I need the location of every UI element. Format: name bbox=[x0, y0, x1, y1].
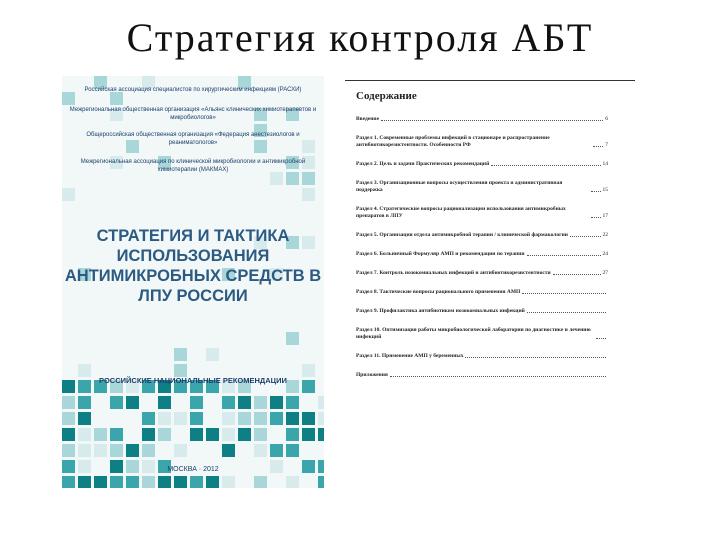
cover-organization-2: Межрегиональная общественная организация «Альянс клинических химиотерапевтов и микробиологов» bbox=[69, 107, 317, 121]
toc-entry bbox=[356, 116, 608, 123]
toc-entry bbox=[356, 270, 608, 277]
toc-leader-dots bbox=[591, 217, 601, 218]
toc-entry bbox=[356, 251, 608, 258]
toc-entry-page: 27 bbox=[602, 270, 608, 276]
toc-entry-text: Раздел 4. Стратегические вопросы рационализации использования антимикробных препаратов в ЛПУ bbox=[356, 206, 566, 219]
toc-entry-text: Раздел 6. Больничный Формуляр АМП и рекомендации по терапии bbox=[356, 251, 525, 257]
toc-entry-page: 22 bbox=[602, 232, 608, 238]
toc-entry-text: Раздел 2. Цель и задачи Практических рекомендаций bbox=[356, 161, 490, 167]
cover-organization-1: Российская ассоциация специалистов по хирургическим инфекциям (РАСХИ) bbox=[84, 87, 302, 93]
toc-leader-dots bbox=[390, 376, 606, 377]
toc-entry bbox=[356, 135, 608, 149]
toc-leader-dots bbox=[527, 312, 606, 313]
toc-entry bbox=[356, 289, 608, 296]
toc-entry-page: 7 bbox=[605, 142, 608, 148]
cover-subtitle: РОССИЙСКИЕ НАЦИОНАЛЬНЫЕ РЕКОМЕНДАЦИИ bbox=[99, 376, 287, 385]
toc-entry-page: 15 bbox=[602, 187, 608, 193]
toc-entry bbox=[356, 161, 608, 168]
toc-heading: Содержание bbox=[356, 90, 417, 102]
slide-title: Стратегия контроля АБТ bbox=[126, 15, 594, 60]
toc-entry bbox=[356, 232, 608, 239]
toc-entry-page: 17 bbox=[602, 213, 608, 219]
toc-entry-text: Раздел 9. Профилактика антибиотиком нозокомиальных инфекций bbox=[356, 308, 525, 314]
toc-entry-text: Раздел 8. Тактические вопросы рационального применения АМП bbox=[356, 289, 521, 295]
toc-leader-dots bbox=[522, 293, 606, 294]
toc-entry-text: Раздел 7. Контроль нозокомиальных инфекций и антибиотикорезистентности bbox=[356, 270, 551, 276]
toc-entry bbox=[356, 308, 608, 315]
toc-top-rule bbox=[345, 80, 635, 81]
toc-list bbox=[356, 116, 608, 379]
toc-entry-text: Введение bbox=[356, 116, 380, 122]
toc-leader-dots bbox=[596, 338, 606, 339]
toc-leader-dots bbox=[491, 165, 600, 166]
toc-entry-text: Приложения bbox=[356, 372, 388, 378]
toc-leader-dots bbox=[553, 274, 601, 275]
toc-entry-page: 14 bbox=[602, 161, 608, 167]
toc-entry-text: Раздел 10. Оптимизация работы микробиологической лаборатории по диагностике и лечению инфекций bbox=[356, 327, 591, 340]
toc-entry-page: 6 bbox=[605, 116, 608, 122]
toc-leader-dots bbox=[381, 120, 603, 121]
toc-entry bbox=[356, 180, 608, 194]
cover-title: СТРАТЕГИЯ И ТАКТИКА ИСПОЛЬЗОВАНИЯ АНТИМИКРОБНЫХ СРЕДСТВ В ЛПУ РОССИИ bbox=[64, 227, 322, 305]
toc-entry-text: Раздел 3. Организационные вопросы осуществления проекта и административная поддержка bbox=[356, 180, 563, 193]
toc-leader-dots bbox=[593, 146, 603, 147]
toc-entry bbox=[356, 353, 608, 360]
toc-entry bbox=[356, 327, 608, 341]
cover-organization-3: Общероссийская общественная организация «Федерация анестезиологов и реаниматологов» bbox=[86, 132, 300, 146]
toc-entry-text: Раздел 1. Современные проблемы инфекций в стационаре и распространение антибиотикорезистентности. Особенности РФ bbox=[356, 135, 550, 148]
toc-entry bbox=[356, 206, 608, 220]
toc-entry bbox=[356, 372, 608, 379]
book-cover bbox=[62, 76, 324, 488]
toc-entry-page: 24 bbox=[602, 251, 608, 257]
toc-leader-dots bbox=[570, 236, 601, 237]
toc-entry-text: Раздел 5. Организация отдела антимикробной терапии / клинической фармакологии bbox=[356, 232, 568, 238]
toc-leader-dots bbox=[591, 191, 601, 192]
toc-entry-text: Раздел 11. Применение АМП у беременных bbox=[356, 353, 464, 359]
table-of-contents bbox=[356, 90, 608, 391]
toc-leader-dots bbox=[527, 255, 601, 256]
cover-organization-4: Межрегиональная ассоциация по клинической микробиологии и антимикробной химиотерапии (МАКМАХ) bbox=[80, 159, 306, 173]
cover-city-year: МОСКВА · 2012 bbox=[167, 466, 219, 473]
toc-leader-dots bbox=[465, 357, 606, 358]
